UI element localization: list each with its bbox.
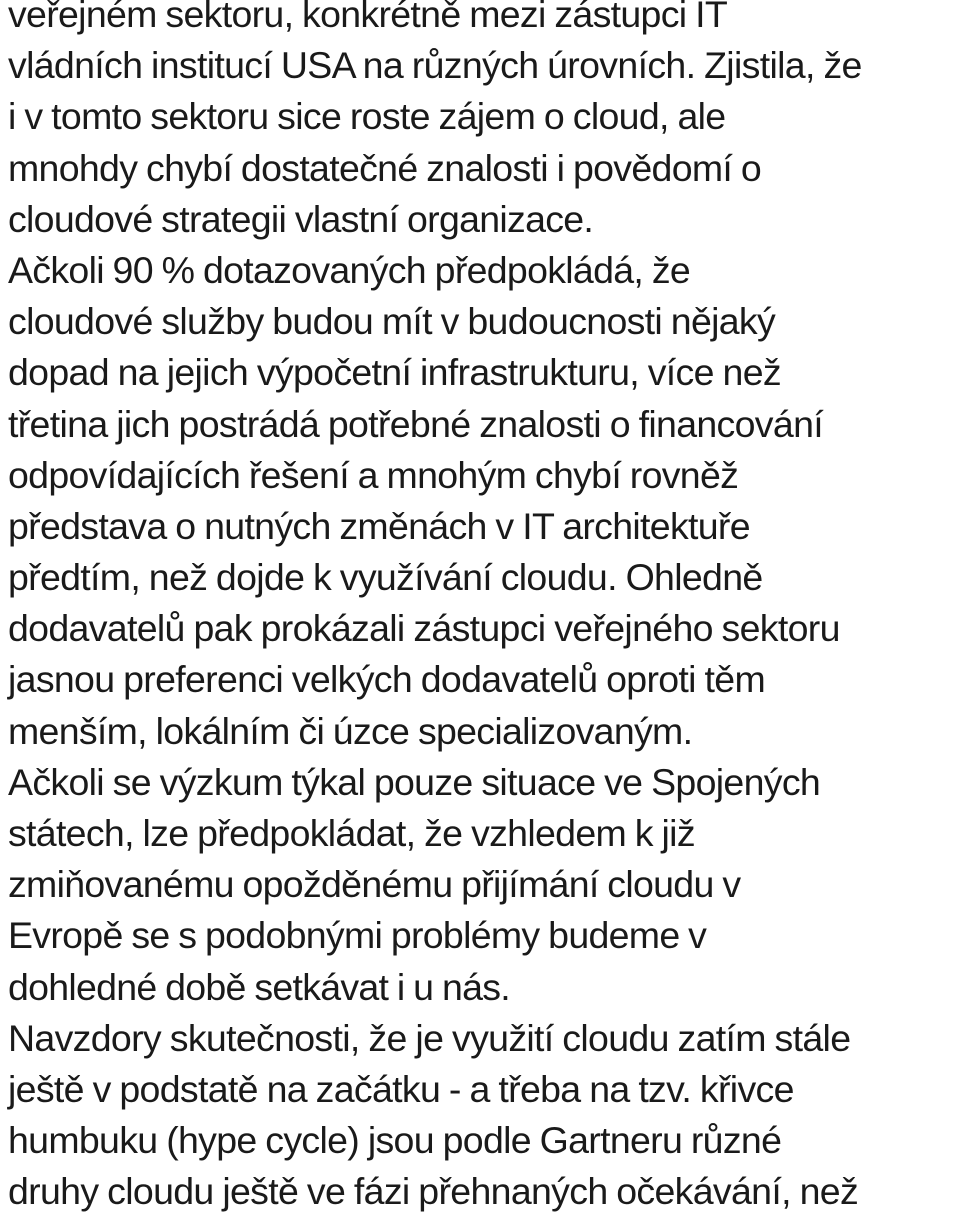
text-line: Ačkoli 90 % dotazovaných předpokládá, že [8,248,691,291]
text-line: i v tomto sektoru sice roste zájem o cloud, ale [8,95,726,138]
text-line: zmiňovanému opožděnému přijímání cloudu v [8,863,741,906]
text-line: humbuku (hype cycle) jsou podle Gartneru různé [8,1119,782,1162]
text-line: Evropě se s podobnými problémy budeme v [8,914,707,957]
text-line: mnohdy chybí dostatečné znalosti i povědomí o [8,146,762,189]
text-line: jasnou preferenci velkých dodavatelů oproti těm [8,658,766,701]
document-page [8,0,960,1218]
text-line: dohledné době setkávat i u nás. [8,965,510,1008]
text-line: dodavatelů pak prokázali zástupci veřejného sektoru [8,607,840,650]
text-line: státech, lze předpokládat, že vzhledem k již [8,812,695,854]
text-line: představa o nutných změnách v IT architektuře [8,504,750,547]
text-line: třetina jich postrádá potřebné znalosti o financování [8,402,823,445]
text-line: vládních institucí USA na různých úrovních. Zjistila, že [8,44,862,87]
text-line: veřejném sektoru, konkrétně mezi zástupci IT [8,0,728,35]
text-line: Navzdory skutečnosti, že je využití cloudu zatím stále [8,1016,851,1059]
text-line: Ačkoli se výzkum týkal pouze situace ve Spojených [8,760,821,803]
text-line: menším, lokálním či úzce specializovaným. [8,709,693,752]
text-line: odpovídajících řešení a mnohým chybí rovněž [8,453,739,496]
text-line: dopad na jejich výpočetní infrastrukturu, více než [8,351,781,394]
text-line: ještě v podstatě na začátku - a třeba na tzv. křivce [8,1067,794,1110]
text-line: druhy cloudu ještě ve fázi přehnaných očekávání, než [8,1170,859,1213]
text-line: cloudové služby budou mít v budoucnosti nějaký [8,300,776,343]
text-line: předtím, než dojde k využívání cloudu. Ohledně [8,556,763,599]
text-line: cloudové strategii vlastní organizace. [8,197,594,240]
